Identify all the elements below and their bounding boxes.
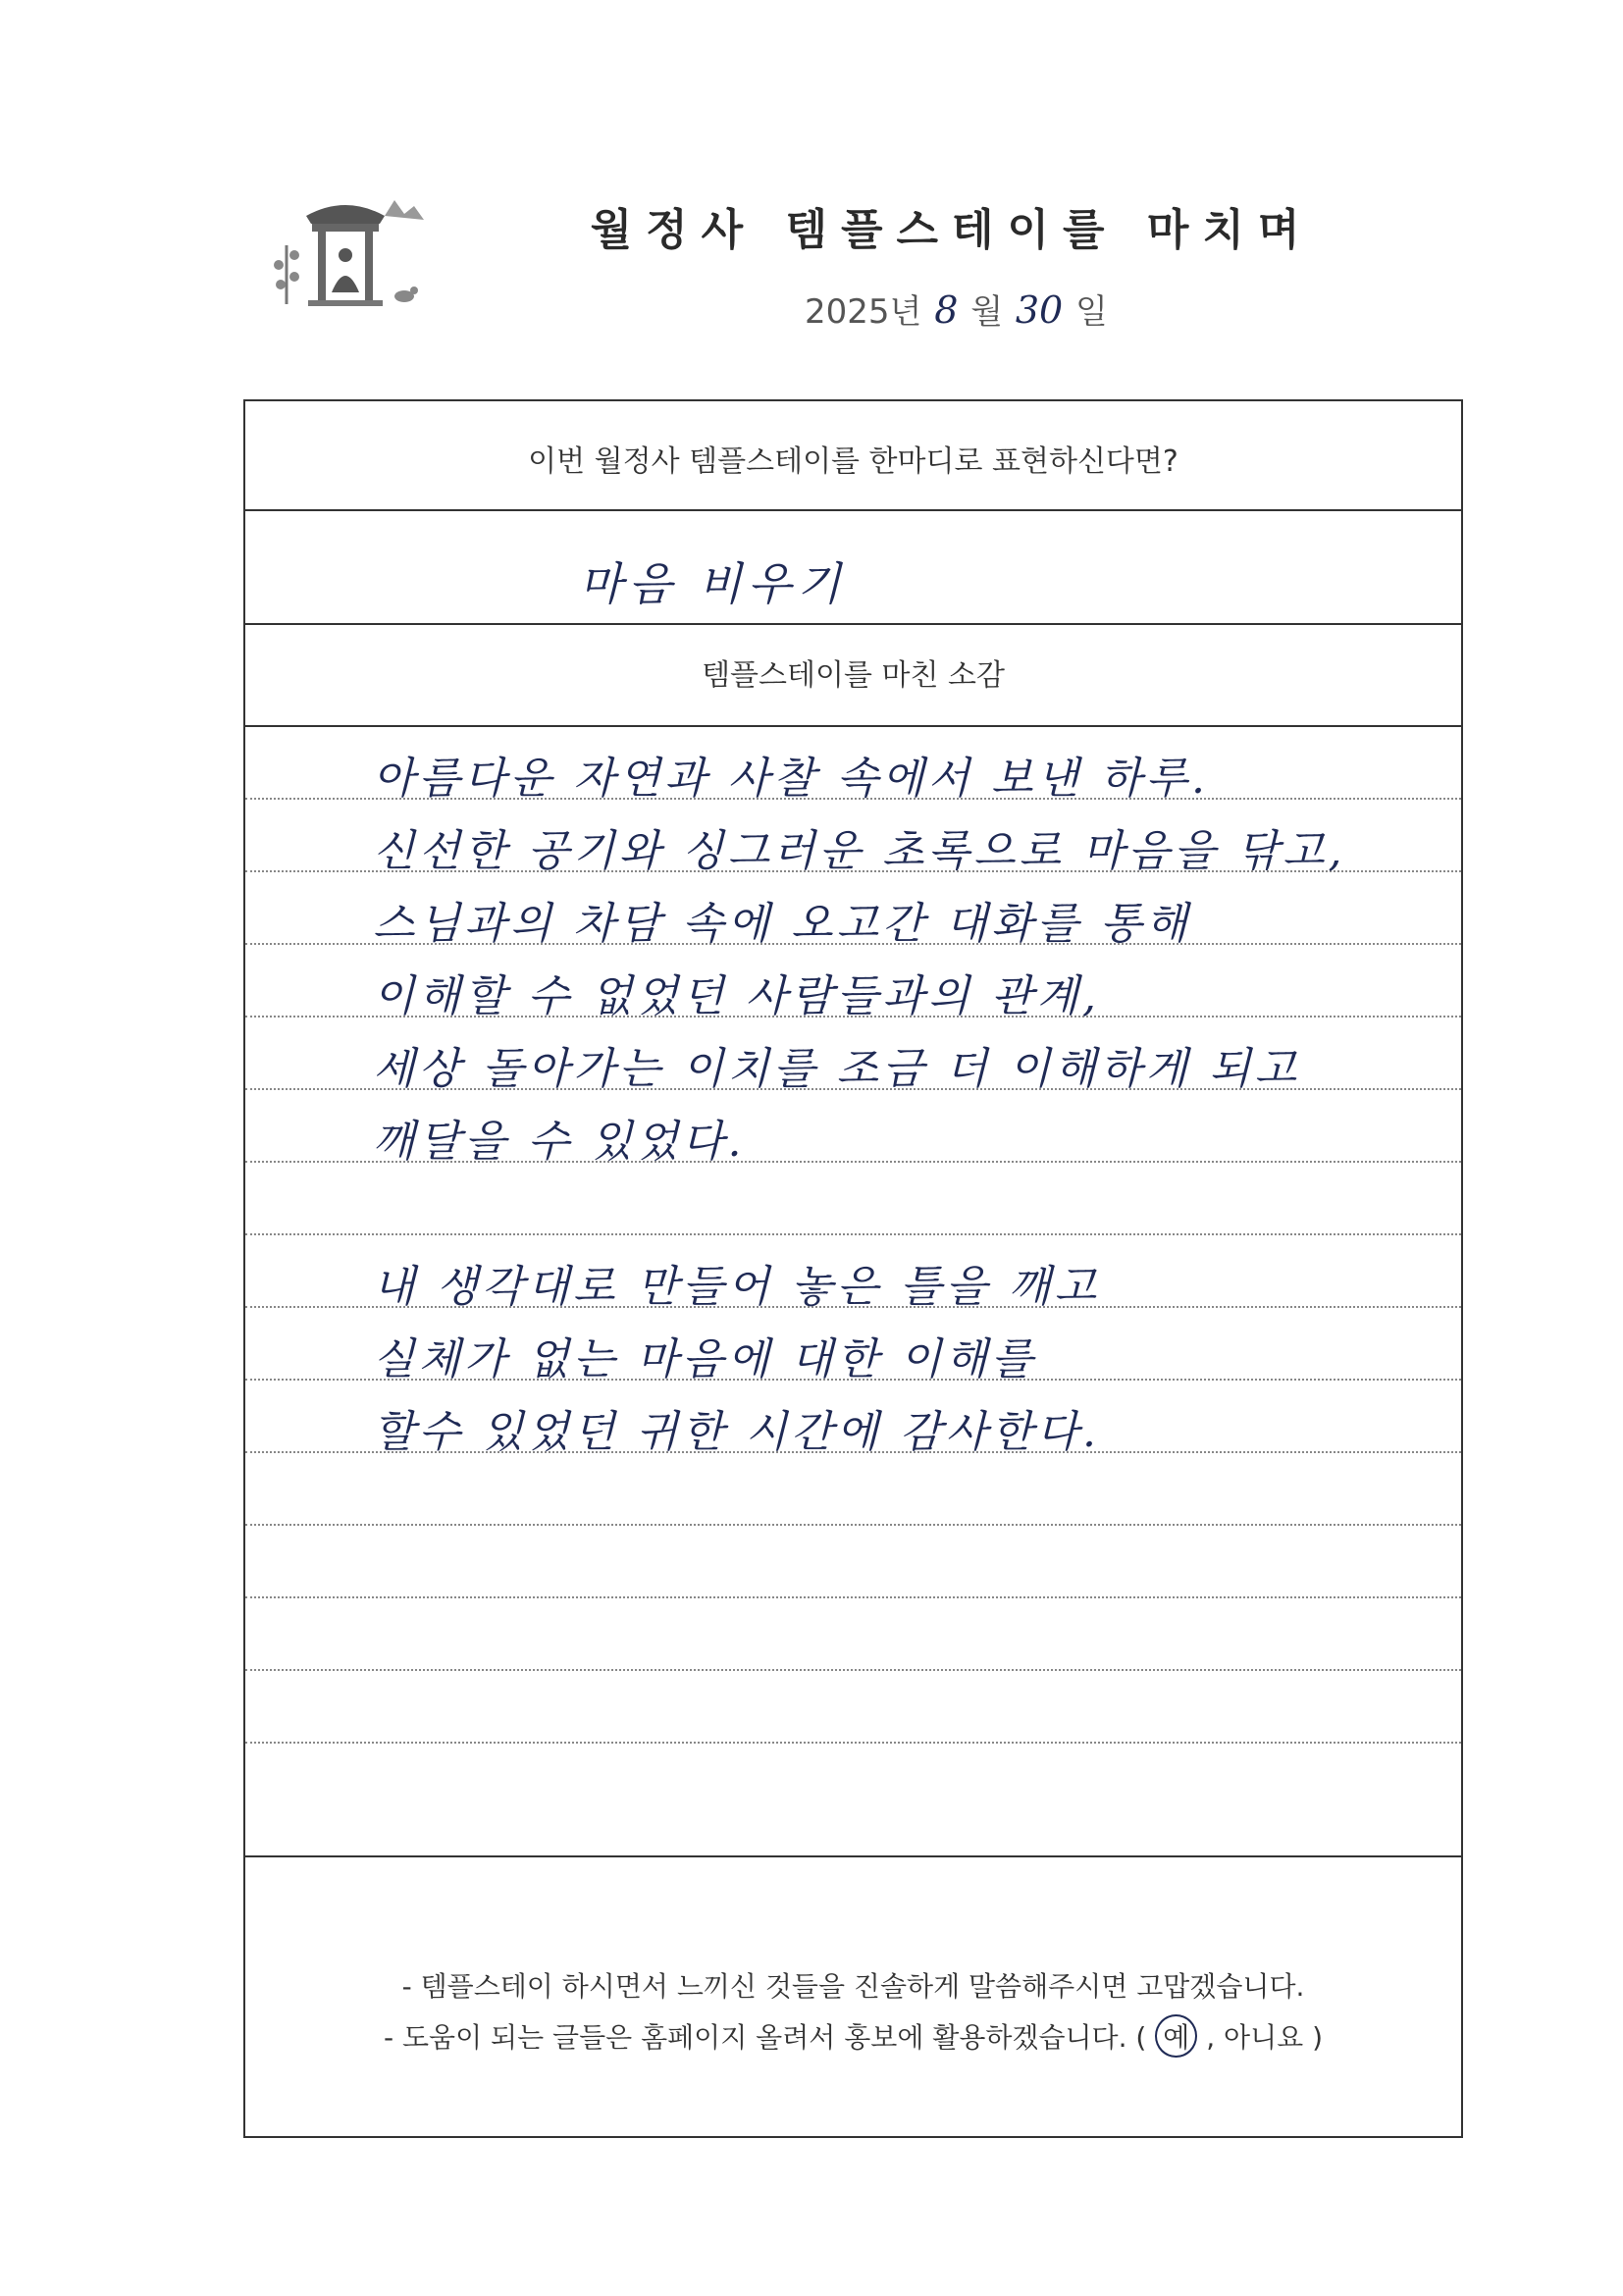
date-month-suffix: 월 <box>970 292 1004 332</box>
date-line <box>805 285 1108 333</box>
note-line-two-prefix: - 도움이 되는 글들은 홈페이지 올려서 홍보에 활용하겠습니다. ( <box>384 2021 1147 2054</box>
note-line-two <box>245 2014 1461 2058</box>
date-month-handwritten: 8 <box>934 288 959 332</box>
note-line-one: - 템플스테이 하시면서 느끼신 것들을 진솔하게 말씀해주시면 고맙겠습니다. <box>401 1970 1305 2003</box>
impression-line: 할수 있었던 귀한 시간에 감사한다. <box>373 1407 1100 1457</box>
divider <box>245 623 1461 625</box>
answer-one-handwritten: 마음 비우기 <box>579 557 847 610</box>
circled-yes-option: 예 <box>1155 2014 1197 2058</box>
impression-line: 이해할 수 없었던 사람들과의 관계, <box>373 971 1100 1021</box>
question-two-label: 템플스테이를 마친 소감 <box>702 658 1005 693</box>
impression-line: 신선한 공기와 싱그러운 초록으로 마음을 닦고, <box>373 826 1346 876</box>
date-day-suffix: 일 <box>1075 292 1108 332</box>
dotted-line <box>245 1233 1461 1235</box>
dotted-line <box>245 1596 1461 1598</box>
impression-line: 깨달을 수 있었다. <box>373 1117 746 1167</box>
writing-lines <box>245 725 1461 1765</box>
date-year: 2025년 <box>805 292 922 332</box>
question-one-label: 이번 월정사 템플스테이를 한마디로 표현하신다면? <box>528 444 1178 479</box>
impression-line: 아름다운 자연과 사찰 속에서 보낸 하루. <box>373 754 1209 804</box>
date-day-handwritten: 30 <box>1015 288 1064 332</box>
divider <box>245 1855 1461 1857</box>
divider <box>245 509 1461 511</box>
impression-line: 실체가 없는 마음에 대한 이해를 <box>373 1334 1037 1384</box>
dotted-line <box>245 1742 1461 1744</box>
impression-line: 스님과의 차담 속에 오고간 대화를 통해 <box>373 899 1191 949</box>
dotted-line <box>245 1524 1461 1526</box>
dotted-line <box>245 1669 1461 1671</box>
temple-logo-icon <box>257 186 434 324</box>
impression-line: 내 생각대로 만들어 놓은 틀을 깨고 <box>373 1262 1100 1312</box>
feedback-form <box>243 399 1463 2138</box>
impression-line: 세상 돌아가는 이치를 조금 더 이해하게 되고 <box>373 1044 1300 1094</box>
page-title: 월정사 템플스테이를 마치며 <box>590 205 1314 255</box>
note-line-two-suffix: , 아니요 ) <box>1206 2021 1323 2054</box>
